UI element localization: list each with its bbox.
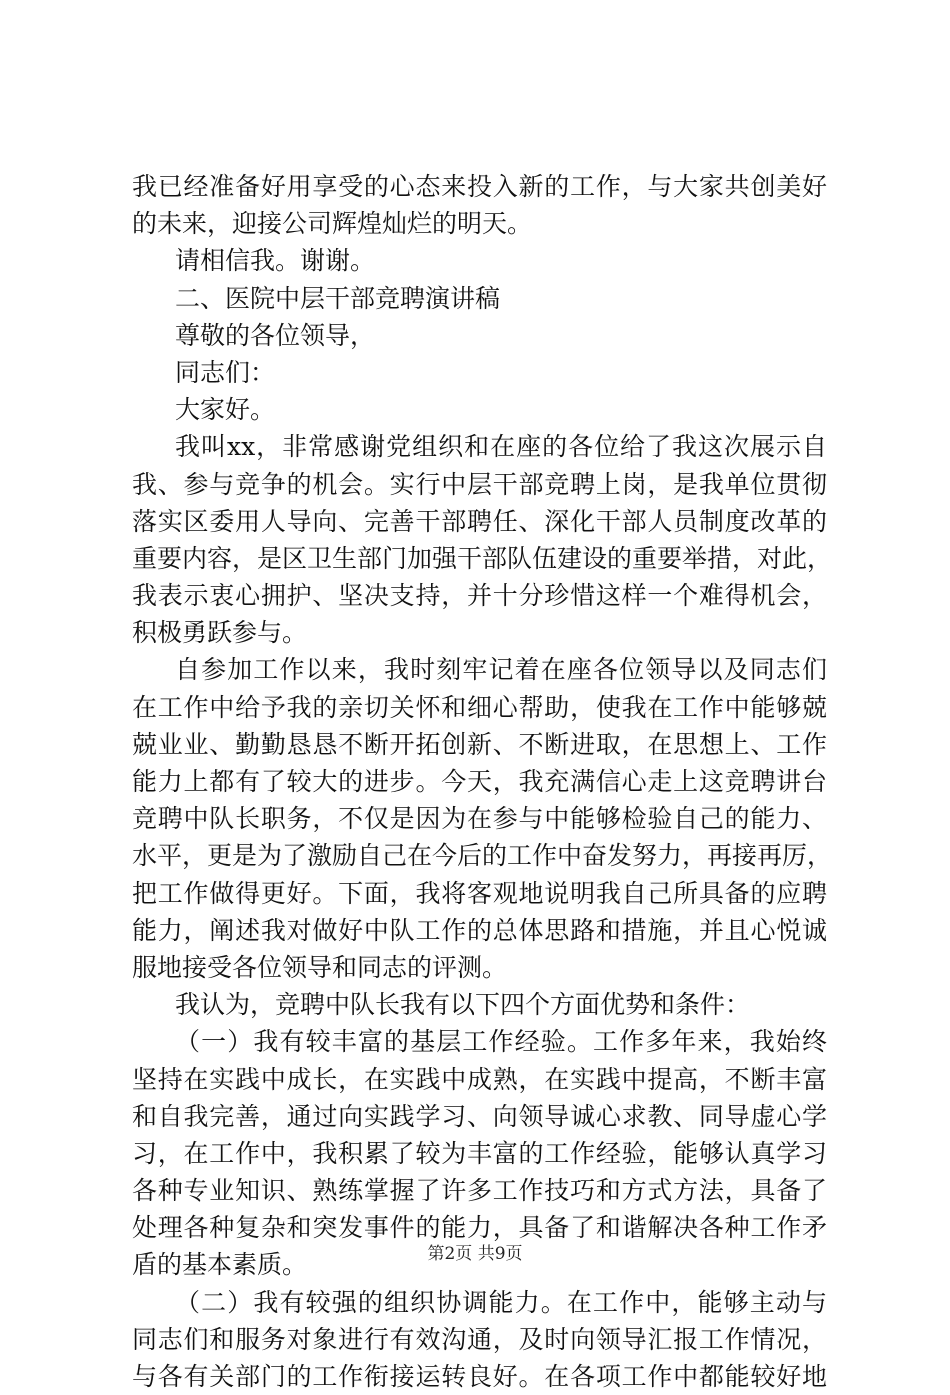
text-line: 我叫xx，非常感谢党组织和在座的各位给了我这次展示自: [175, 432, 827, 462]
text-line: 同志们和服务对象进行有效沟通，及时向领导汇报工作情况，: [132, 1324, 827, 1354]
text-line: 我表示衷心拥护、坚决支持，并十分珍惜这样一个难得机会，: [132, 581, 827, 611]
text-line: 能力上都有了较大的进步。今天，我充满信心走上这竞聘讲台: [132, 767, 827, 796]
page-number: 第2页 共9页: [427, 1244, 523, 1264]
text-line: 重要内容，是区卫生部门加强干部队伍建设的重要举措，对此，: [132, 543, 833, 573]
text-line: 大家好。: [175, 395, 276, 425]
text-line: 坚持在实践中成长，在实践中成熟，在实践中提高，不断丰富: [132, 1064, 827, 1094]
text-line: 请相信我。谢谢。: [175, 246, 376, 276]
text-line: 与各有关部门的工作衔接运转良好。在各项工作中都能较好地: [132, 1362, 827, 1391]
text-line: （二）我有较强的组织协调能力。在工作中，能够主动与: [175, 1287, 827, 1317]
text-line: 我、参与竞争的机会。实行中层干部竞聘上岗，是我单位贯彻: [132, 469, 827, 499]
text-line: 服地接受各位领导和同志的评测。: [132, 952, 508, 982]
document-body: [132, 168, 833, 1395]
page-footer: [0, 1244, 950, 1264]
text-line: 水平，更是为了激励自己在今后的工作中奋发努力，再接再厉，: [132, 841, 833, 871]
text-line: 尊敬的各位领导，: [175, 320, 376, 350]
text-line: 我已经准备好用享受的心态来投入新的工作，与大家共创美好: [132, 172, 827, 201]
text-line: 积极勇跃参与。: [132, 618, 308, 648]
text-line: 的未来，迎接公司辉煌灿烂的明天。: [132, 209, 533, 239]
text-line: 处理各种复杂和突发事件的能力，具备了和谐解决各种工作矛: [132, 1213, 827, 1243]
text-line: 在工作中给予我的亲切关怀和细心帮助，使我在工作中能够兢: [132, 692, 827, 722]
text-line: 落实区委用人导向、完善干部聘任、深化干部人员制度改革的: [132, 506, 827, 536]
text-line: 二、医院中层干部竞聘演讲稿: [175, 283, 501, 313]
text-line: 和自我完善，通过向实践学习、向领导诚心求教、同导虚心学: [132, 1101, 827, 1131]
text-line: 兢业业、勤勤恳恳不断开拓创新、不断进取，在思想上、工作: [132, 729, 827, 759]
text-line: 同志们：: [175, 357, 276, 387]
text-line: 盾的基本素质。: [132, 1250, 308, 1280]
text-line: 各种专业知识、熟练掌握了许多工作技巧和方式方法，具备了: [132, 1176, 827, 1206]
text-line: 把工作做得更好。下面，我将客观地说明我自己所具备的应聘: [132, 878, 827, 908]
text-line: 能力，阐述我对做好中队工作的总体思路和措施，并且心悦诚: [132, 915, 827, 945]
text-line: 习，在工作中，我积累了较为丰富的工作经验，能够认真学习: [132, 1138, 827, 1168]
text-line: （一）我有较丰富的基层工作经验。工作多年来，我始终: [175, 1027, 827, 1057]
text-line: 自参加工作以来，我时刻牢记着在座各位领导以及同志们: [175, 655, 827, 685]
text-line: 我认为，竞聘中队长我有以下四个方面优势和条件：: [175, 990, 751, 1020]
text-line: 竞聘中队长职务，不仅是因为在参与中能够检验自己的能力、: [132, 804, 827, 834]
